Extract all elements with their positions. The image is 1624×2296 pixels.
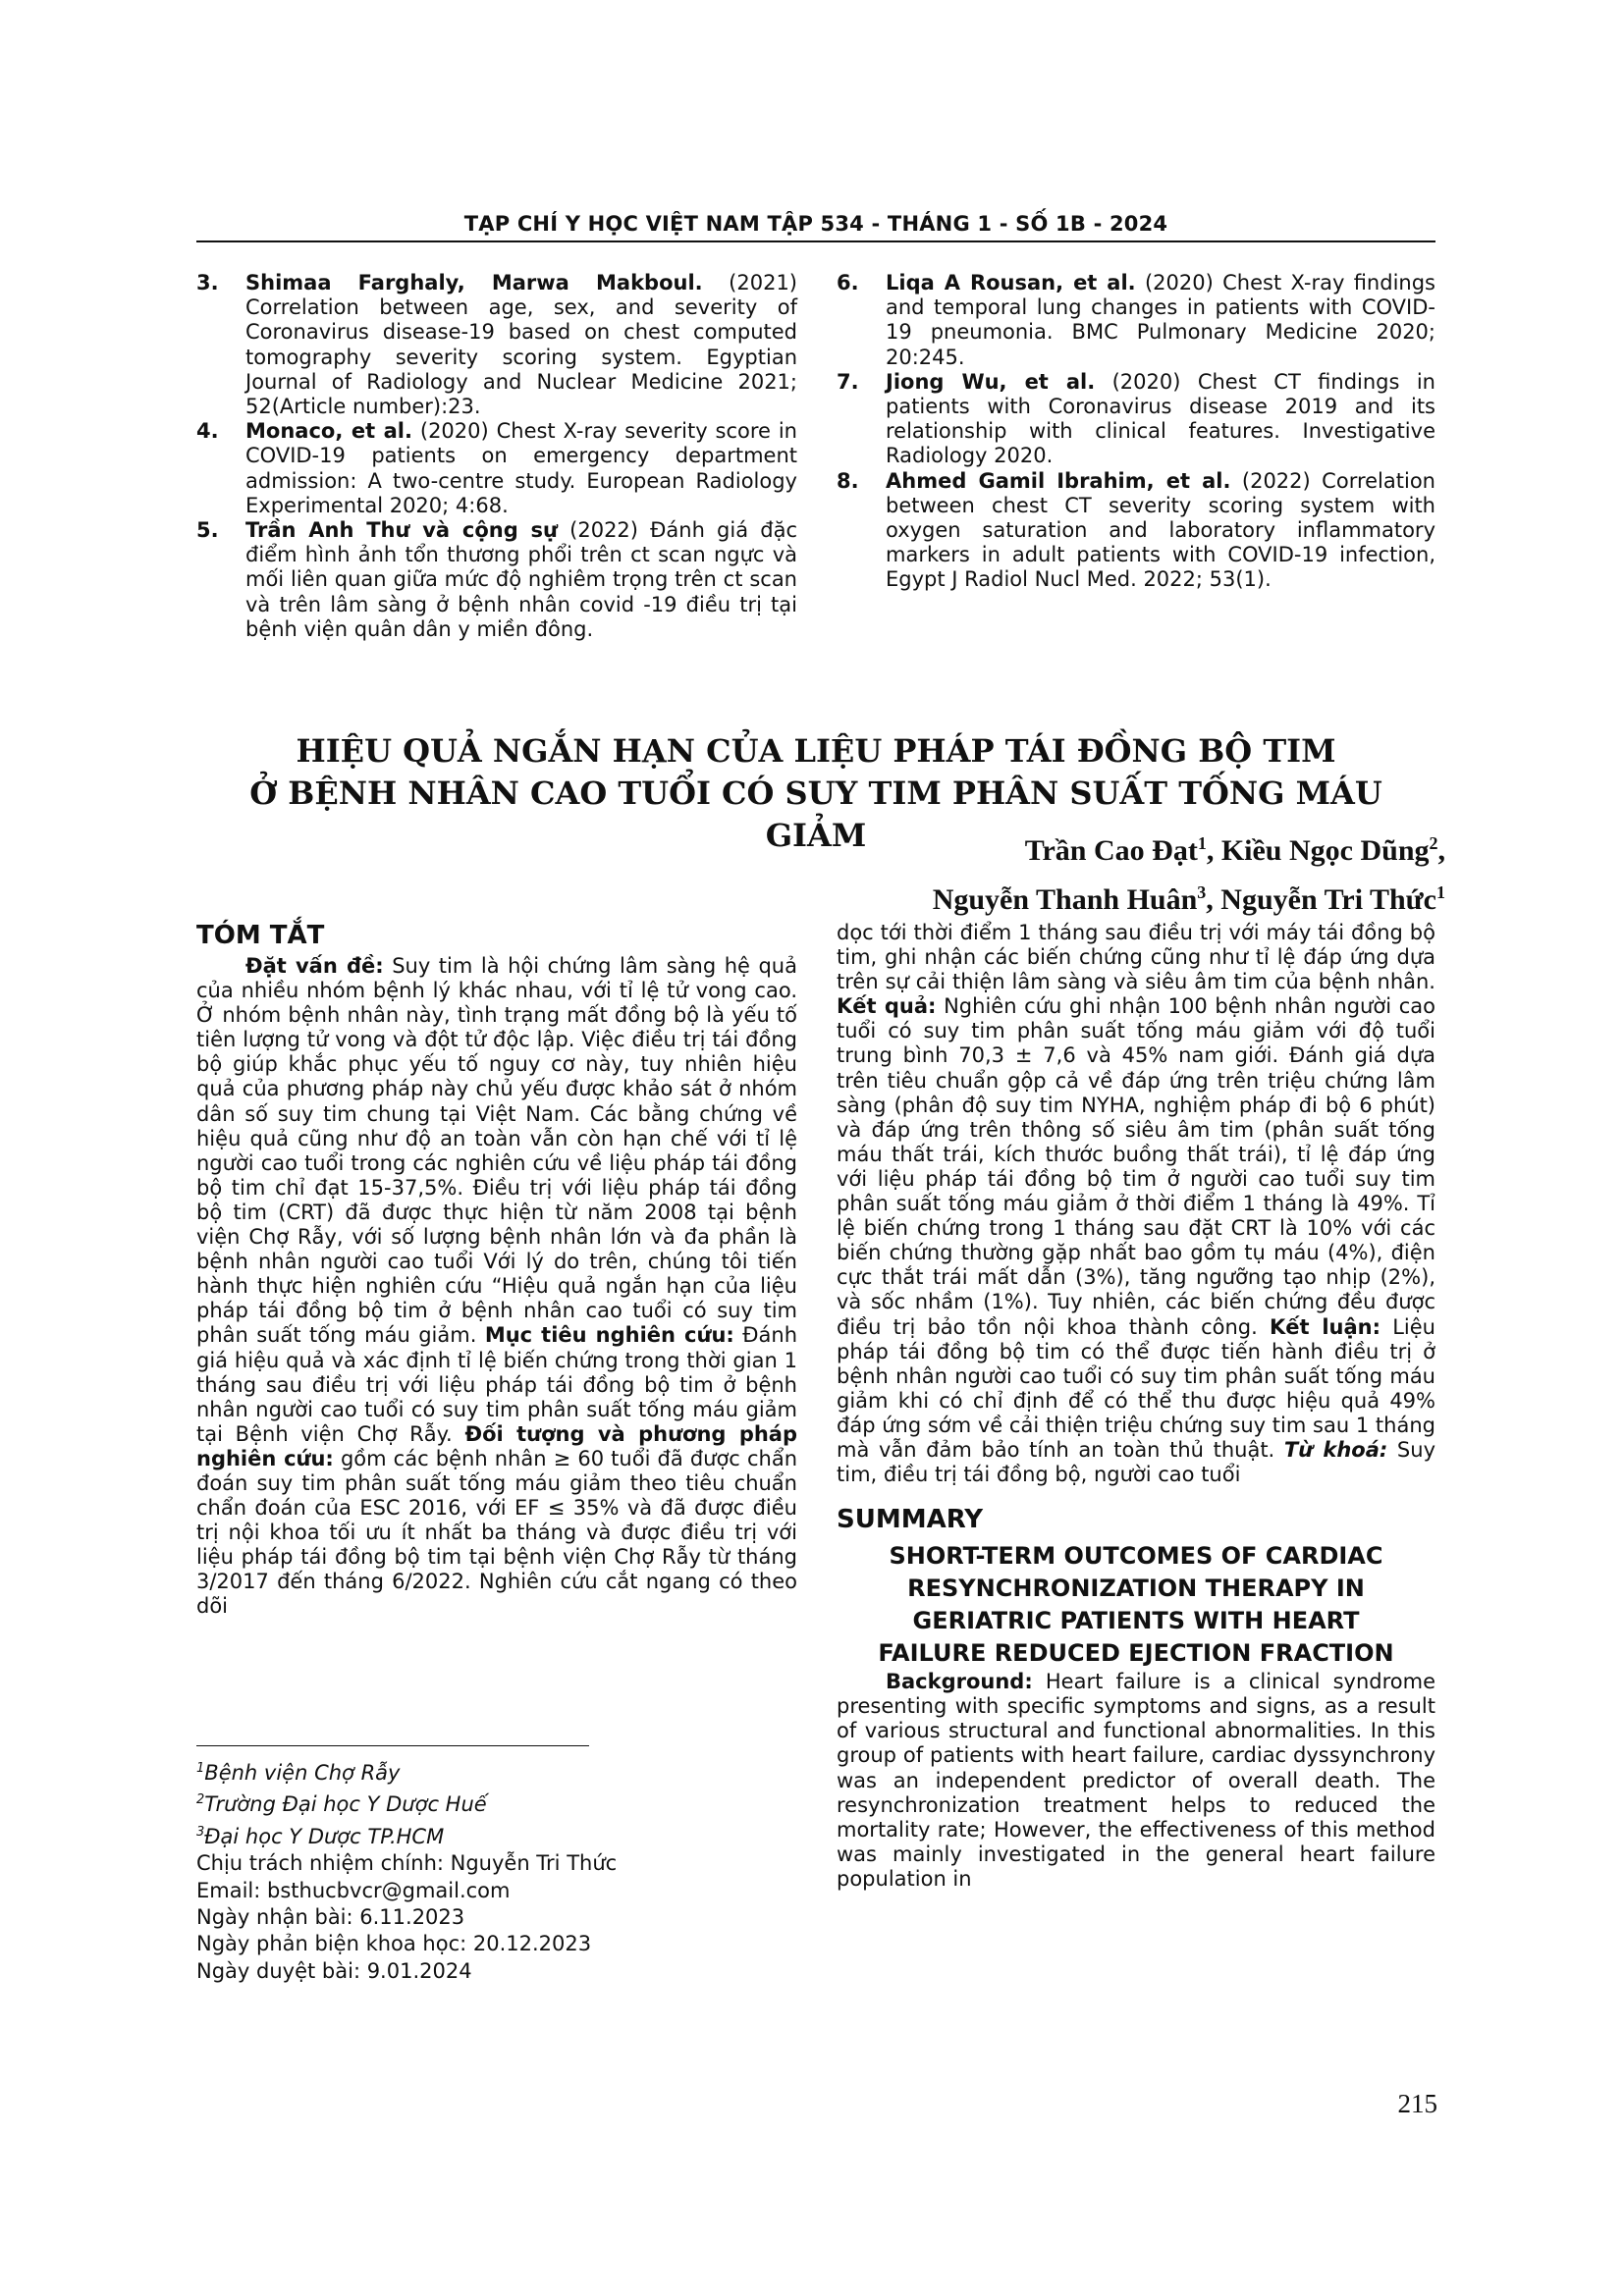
footnote-rule [196, 1745, 589, 1746]
author-line [562, 872, 1445, 921]
summary-heading: SUMMARY [837, 1505, 984, 1535]
author-separator: , [1206, 834, 1221, 867]
abstract-label-methods: Đối tượng và phương pháp nghiên cứu: [196, 1421, 797, 1470]
reference-number: 5. [196, 518, 219, 543]
abstract-paragraph [196, 954, 797, 1620]
affiliation-text: Đại học Y Dược TP.HCM [204, 1824, 445, 1848]
references-left [196, 271, 797, 642]
author-name: Trần Cao Đạt [1024, 834, 1198, 867]
affiliation-mark: 1 [196, 1761, 205, 1776]
references-right [837, 271, 1435, 593]
reference-text: (2020) Chest CT findings in patients with Coronavirus disease 2019 and its relationship with clinical features. Investigative Radiology 2020. [886, 369, 1435, 468]
reference-number: 6. [837, 271, 859, 294]
corresponding-author: Chịu trách nhiệm chính: Nguyễn Tri Thức [196, 1851, 618, 1876]
reference-number: 8. [837, 468, 859, 493]
abstract-objective-text: Đánh giá hiệu quả và xác định tỉ lệ biến chứng trong thời gian 1 tháng sau điều trị với liệu pháp tái đồng bộ tim ở bệnh nhân người cao tuổi có suy tim phân suất tống máu giảm tại Bệnh viện Chợ Rẫy. [196, 1323, 797, 1446]
summary-title-line: RESYNCHRONIZATION THERAPY IN [907, 1575, 1365, 1603]
author-affiliation-mark: 2 [1429, 833, 1438, 853]
reference-item [196, 271, 797, 419]
abstract-methods-text: gồm các bệnh nhân ≥ 60 tuổi đã được chẩn đoán suy tim phân suất tống máu giảm theo tiêu chuẩn chẩn đoán của ESC 2016, với EF ≤ 35% và đã được điều trị nội khoa tối ưu ít nhất ba tháng và được điều trị với liệu pháp tái đồng bộ tim tại bệnh viện Chợ Rẫy từ tháng 3/2017 đến tháng 6/2022. Nghiên cứu cắt ngang có theo dõi [196, 1446, 797, 1619]
article-title-line: HIỆU QUẢ NGẮN HẠN CỦA LIỆU PHÁP TÁI ĐỒNG BỘ TIM [296, 732, 1336, 770]
reference-authors: Jiong Wu, et al. [886, 369, 1096, 394]
summary-label-background: Background: [886, 1670, 1033, 1694]
author-name: Kiều Ngọc Dũng [1220, 834, 1430, 867]
reference-item [837, 370, 1435, 469]
affiliation-1 [196, 1755, 805, 1787]
summary-title-line: SHORT-TERM OUTCOMES OF CARDIAC [889, 1542, 1383, 1571]
abstract-label-keywords: Từ khoá: [1283, 1437, 1388, 1462]
summary-title [837, 1540, 1435, 1670]
date-received: Ngày nhận bài: 6.11.2023 [196, 1905, 465, 1930]
abstract-conclusion-text: Liệu pháp tái đồng bộ tim có thể được tiến hành điều trị ở bệnh nhân người cao tuổi có suy tim phân suất tống máu giảm khi có chỉ định để có thể thu được hiệu quả 49% đáp ứng sớm về cải thiện triệu chứng suy tim sau 1 tháng mà vẫn đảm bảo tính an toàn thủ thuật. [837, 1314, 1435, 1462]
reference-text: (2021) Correlation between age, sex, and severity of Coronavirus disease-19 based on chest computed tomography severity scoring system. Egyptian Journal of Radiology and Nuclear Medicine 2021; 52(Article number):23. [245, 271, 797, 419]
abstract-methods-text-continued: dọc tới thời điểm 1 tháng sau điều trị với máy tái đồng bộ tim, ghi nhận các biến chứng cũng như tỉ lệ đáp ứng dựa trên sự cải thiện lâm sàng và siêu âm tim của bệnh nhân. [837, 921, 1435, 994]
reference-text: (2020) Chest X-ray findings and temporal lung changes in patients with COVID-19 pneumonia. BMC Pulmonary Medicine 2020; 20:245. [886, 271, 1435, 369]
header-rule [196, 240, 1435, 242]
author-line [562, 823, 1445, 872]
reference-item [837, 271, 1435, 370]
reference-authors: Ahmed Gamil Ibrahim, et al. [886, 468, 1231, 493]
reference-number: 4. [196, 419, 219, 444]
article-title-line: Ở BỆNH NHÂN CAO TUỔI CÓ SUY TIM PHÂN SUẤT TỐNG MÁU GIẢM [249, 774, 1382, 854]
abstract-paragraph-continued [837, 921, 1435, 1487]
reference-number: 7. [837, 369, 859, 394]
author-separator: , [1206, 883, 1221, 916]
date-reviewed: Ngày phản biện khoa học: 20.12.2023 [196, 1932, 592, 1956]
abstract-left-column [196, 921, 797, 1620]
author-affiliation-mark: 3 [1197, 882, 1207, 902]
reference-authors: Monaco, et al. [245, 419, 412, 444]
affiliation-text: Bệnh viện Chợ Rẫy [204, 1761, 401, 1785]
reference-text: (2022) Đánh giá đặc điểm hình ảnh tổn thương phổi trên ct scan ngực và mối liên quan giữa mức độ nghiêm trọng trên ct scan và trên lâm sàng ở bệnh nhân covid -19 điều trị tại bệnh viện quân dân y miền đông. [245, 518, 797, 641]
reference-authors: Shimaa Farghaly, Marwa Makboul. [245, 271, 703, 294]
abstract-keywords-text: Suy tim, điều trị tái đồng bộ, người cao tuổi [837, 1437, 1436, 1487]
footnotes [196, 1755, 805, 1985]
reference-item [837, 469, 1435, 593]
reference-authors: Trần Anh Thư và cộng sự [245, 518, 558, 543]
affiliation-mark: 3 [196, 1824, 205, 1840]
reference-text: (2022) Correlation between chest CT severity scoring system with oxygen saturation and laboratory inflammatory markers in adult patients with COVID-19 infection, Egypt J Radiol Nucl Med. 2022; 53(1). [886, 468, 1435, 592]
abstract-heading: TÓM TẮT [196, 921, 325, 950]
abstract-background-text: Suy tim là hội chứng lâm sàng hệ quả của nhiều nhóm bệnh lý khác nhau, với tỉ lệ tử vong cao. Ở nhóm bệnh nhân này, tình trạng mất đồng bộ là yếu tố tiên lượng tử vong và đột tử độc lập. Việc điều trị tái đồng bộ giúp khắc phục yếu tố nguy cơ này, tuy nhiên hiệu quả của phương pháp này chủ yếu được khảo sát ở nhóm dân số suy tim chung tại Việt Nam. Các bằng chứng về hiệu quả cũng như độ an toàn vẫn còn hạn chế với tỉ lệ người cao tuổi trong các nghiên cứu về liệu pháp tái đồng bộ tim chỉ đạt 15-37,5%. Điều trị với liệu pháp tái đồng bộ tim (CRT) đã được thực hiện từ năm 2008 tại bệnh viện Chợ Rẫy, với số lượng bệnh nhân lớn và đa phần là bệnh nhân người cao tuổi Với lý do trên, chúng tôi tiến hành thực hiện nghiên cứu “Hiệu quả ngắn hạn của liệu pháp tái đồng bộ tim ở bệnh nhân cao tuổi có suy tim phân suất tống máu giảm. [196, 954, 797, 1348]
reference-item [196, 419, 797, 518]
email: Email: bsthucbvcr@gmail.com [196, 1878, 511, 1902]
author-list [562, 823, 1445, 921]
author-affiliation-mark: 1 [1436, 882, 1445, 902]
date-accepted: Ngày duyệt bài: 9.01.2024 [196, 1958, 472, 1983]
author-separator: , [1437, 834, 1445, 867]
running-header: TẠP CHÍ Y HỌC VIỆT NAM TẬP 534 - THÁNG 1 - SỐ 1B - 2024 [463, 212, 1168, 236]
summary-title-line: FAILURE REDUCED EJECTION FRACTION [878, 1639, 1394, 1668]
affiliation-2 [196, 1787, 805, 1818]
affiliation-3 [196, 1819, 805, 1850]
author-name: Nguyễn Thanh Huân [932, 883, 1198, 916]
reference-item [196, 518, 797, 642]
abstract-results-text: Nghiên cứu ghi nhận 100 bệnh nhân người cao tuổi có suy tim phân suất tống máu giảm với độ tuổi trung bình 70,3 ± 7,6 và 45% nam giới. Đánh giá dựa trên tiêu chuẩn gộp cả về đáp ứng trên triệu chứng lâm sàng (phân độ suy tim NYHA, nghiệm pháp đi bộ 6 phút) và đáp ứng trên thông số siêu âm tim (phân suất tống máu thất trái, kích thước buồng thất trái), tỉ lệ đáp ứng với liệu pháp tái đồng bộ tim ở người cao tuổi suy tim phân suất tống máu giảm ở thời điểm 1 tháng là 49%. Tỉ lệ biến chứng trong 1 tháng sau đặt CRT là 10% với các biến chứng thường gặp nhất bao gồm tụ máu (4%), điện cực thắt trái mất dẫn (3%), tăng ngưỡng tạo nhịp (2%), và sốc nhầm (1%). Tuy nhiên, các biến chứng đều được điều trị bảo tồn nội khoa thành công. [837, 994, 1435, 1339]
affiliation-text: Trường Đại học Y Dược Huế [204, 1792, 487, 1817]
author-affiliation-mark: 1 [1197, 833, 1207, 853]
abstract-label-results: Kết quả: [837, 994, 937, 1019]
abstract-right-column [837, 921, 1435, 1892]
abstract-label-background: Đặt vấn đề: [245, 954, 384, 978]
reference-authors: Liqa A Rousan, et al. [886, 271, 1136, 294]
affiliation-mark: 2 [196, 1792, 205, 1808]
summary-paragraph [837, 1670, 1435, 1892]
abstract-label-objective: Mục tiêu nghiên cứu: [484, 1323, 734, 1348]
summary-title-line: GERIATRIC PATIENTS WITH HEART [912, 1607, 1360, 1635]
reference-text: (2020) Chest X-ray severity score in COVID-19 patients on emergency department admission: A two-centre study. European Radiology Experimental 2020; 4:68. [245, 419, 797, 517]
reference-number: 3. [196, 271, 219, 294]
page-number: 215 [1397, 2089, 1437, 2118]
abstract-label-conclusion: Kết luận: [1269, 1314, 1381, 1339]
author-name: Nguyễn Tri Thức [1220, 883, 1436, 916]
summary-background-text: Heart failure is a clinical syndrome presenting with specific symptoms and signs, as a result of various structural and functional abnormalities. In this group of patients with heart failure, cardiac dyssynchrony was an independent predictor of overall death. The resynchronization treatment helps to reduced the mortality rate; However, the effectiveness of this method was mainly investigated in the general heart failure population in [837, 1670, 1435, 1891]
